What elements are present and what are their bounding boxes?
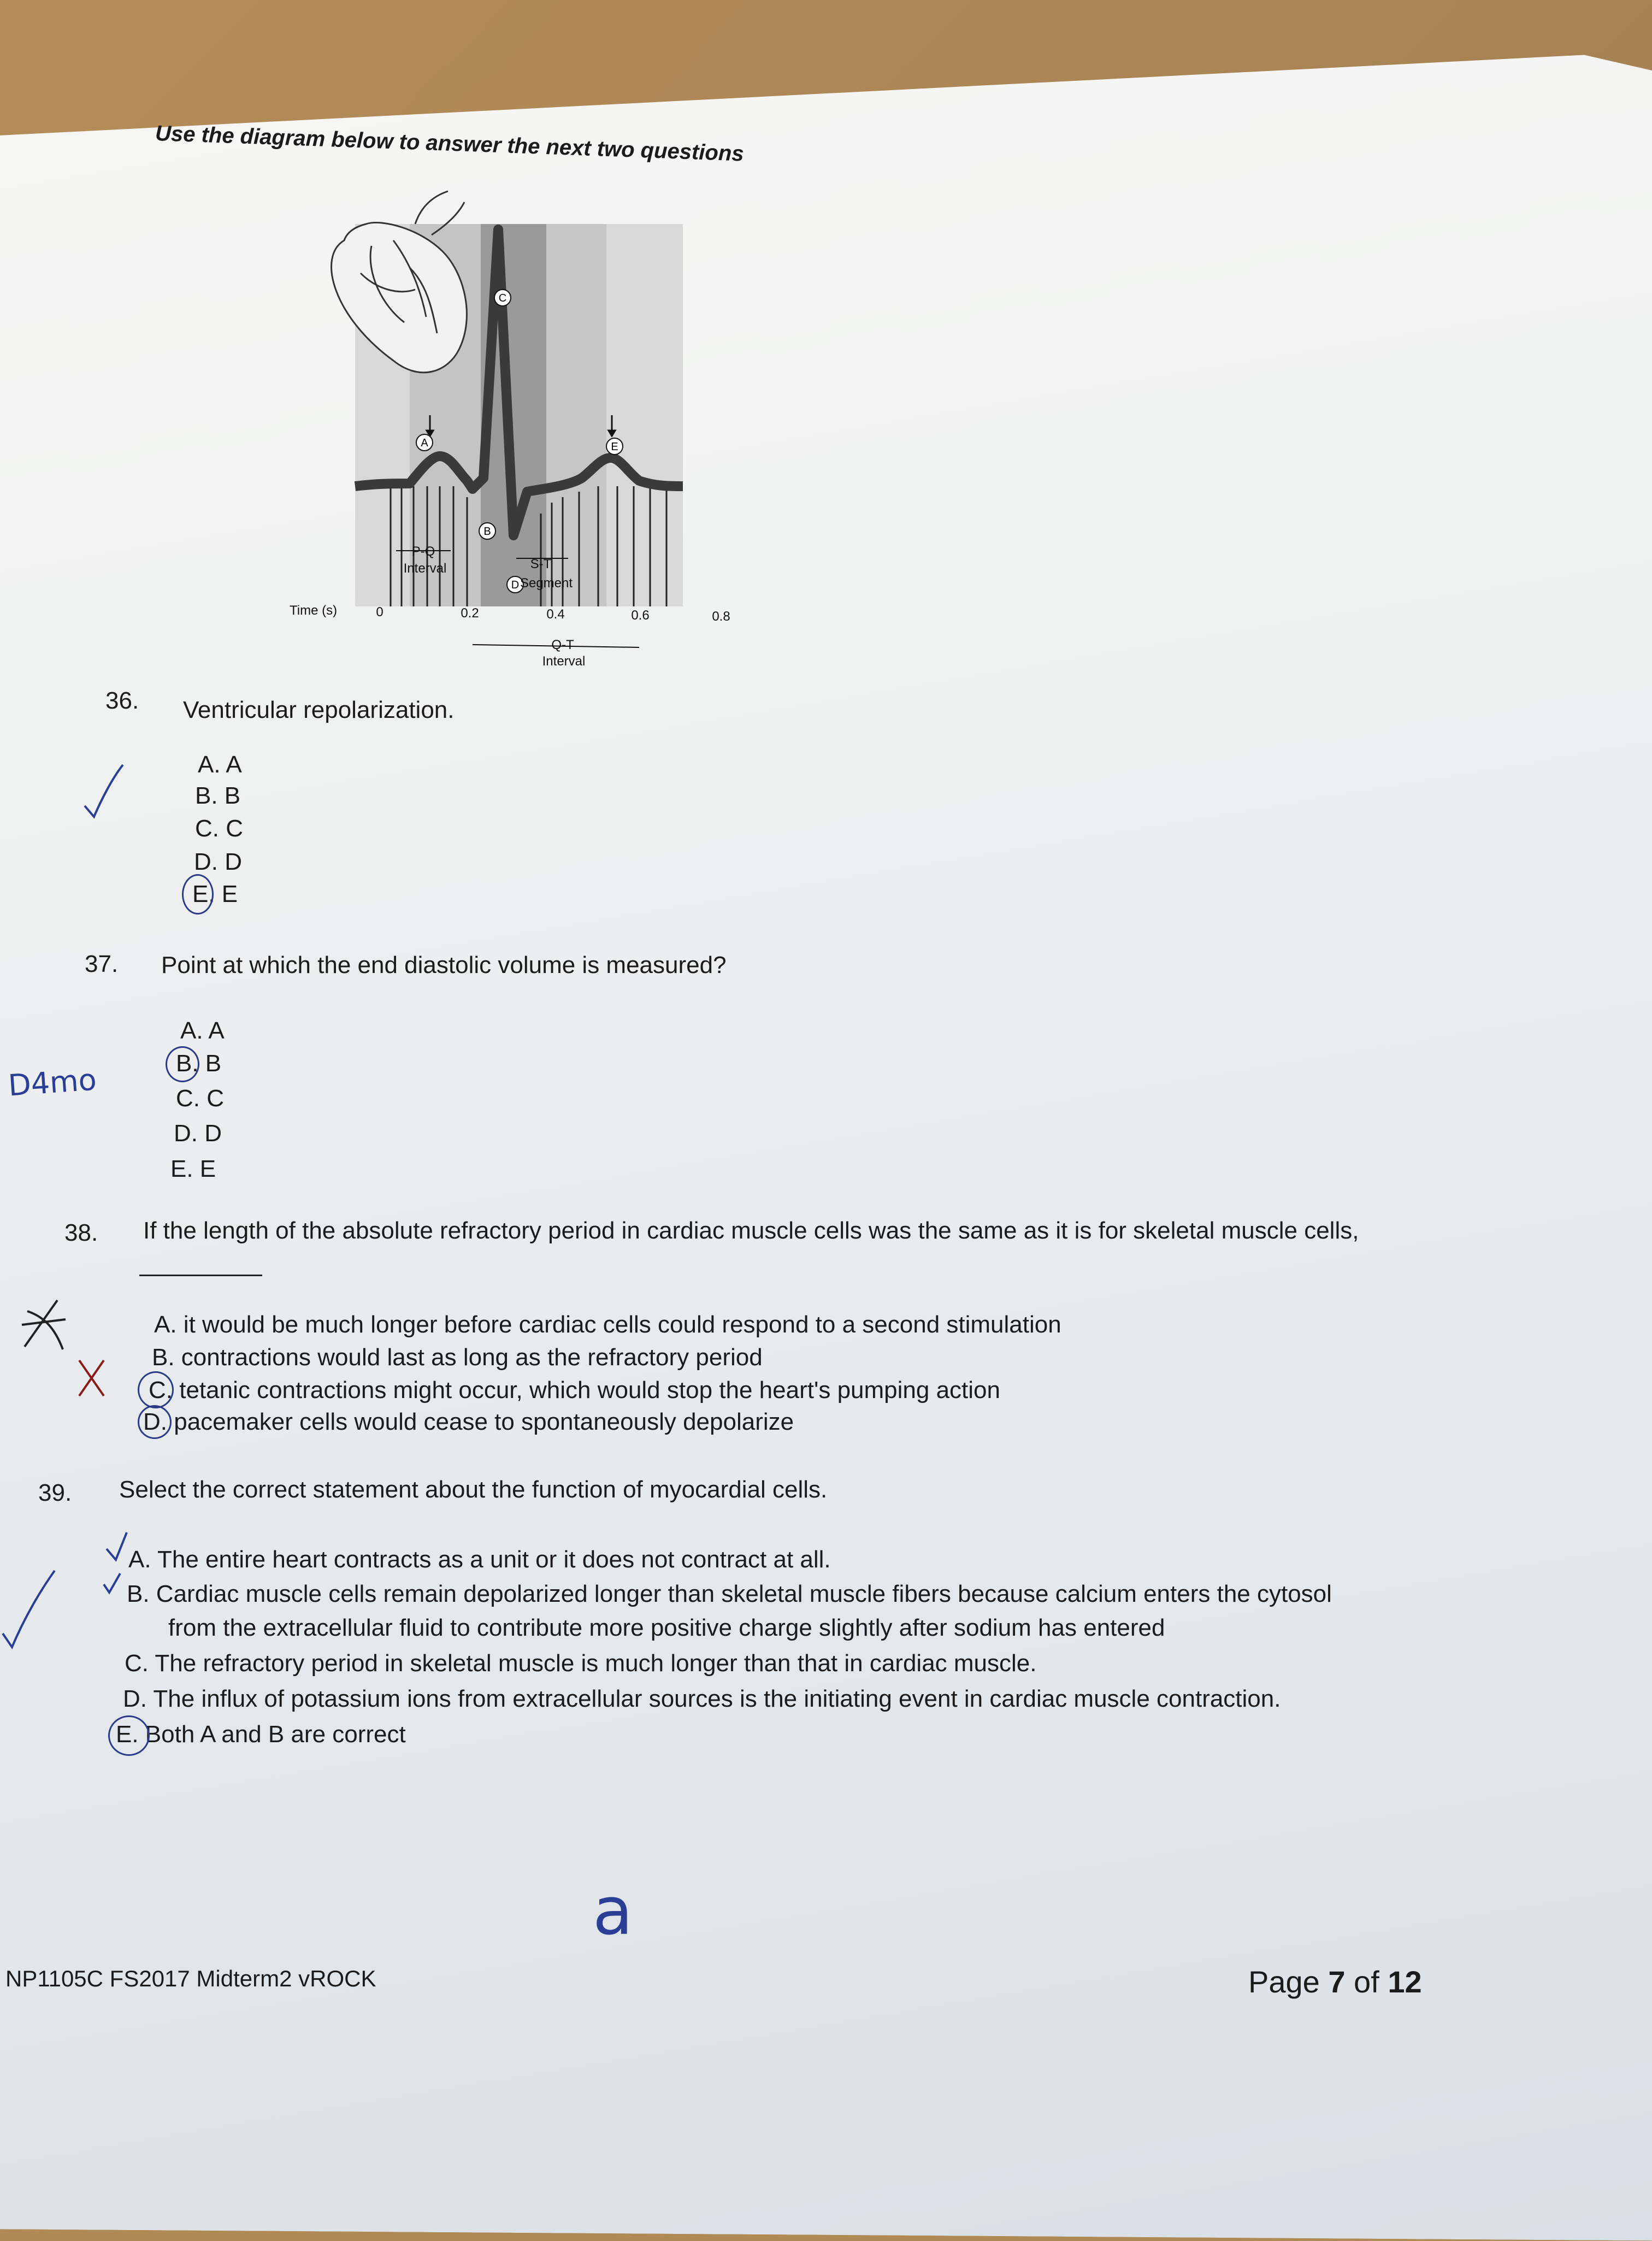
q39-option-d[interactable]: D. The influx of potassium ions from extracellular sources is the initiating event in cardiac muscle contraction. [123, 1685, 1281, 1712]
q39-text: Select the correct statement about the function of myocardial cells. [119, 1476, 828, 1503]
q38-text: If the length of the absolute refractory period in cardiac muscle cells was the same as it is for skeletal muscle cells, [143, 1217, 1359, 1244]
qt-label-1: Q-T [551, 638, 574, 652]
point-b-label: B [483, 526, 491, 538]
st-label-1: S-T [530, 557, 552, 571]
q36-option-a[interactable]: A. A [198, 751, 242, 778]
q38-option-c[interactable]: C. tetanic contractions might occur, which would stop the heart's pumping action [149, 1377, 1000, 1403]
q36-option-d[interactable]: D. D [194, 848, 242, 875]
q36-option-b[interactable]: B. B [195, 782, 241, 809]
page-total: 12 [1388, 1965, 1422, 1999]
pq-label-1: P-Q [411, 544, 435, 559]
heart-illustration [332, 191, 467, 373]
footer-page-number [1248, 1964, 1422, 2000]
qt-label-2: Interval [542, 654, 586, 669]
q36-check-mark [82, 762, 126, 822]
q38-number: 38. [64, 1219, 98, 1246]
q39-option-e[interactable]: E. Both A and B are correct [116, 1721, 406, 1748]
tick-0: 0 [376, 605, 384, 620]
tick-1: 0.2 [461, 606, 479, 621]
q36-text: Ventricular repolarization. [183, 697, 455, 723]
point-a-label: A [421, 437, 428, 449]
q37-answer-circle [166, 1046, 199, 1082]
q37-option-c[interactable]: C. C [176, 1085, 224, 1112]
point-d-label: D [511, 579, 520, 591]
q38-option-d[interactable]: D. pacemaker cells would cease to spontaneously depolarize [143, 1408, 794, 1435]
pq-label-2: Interval [403, 561, 447, 576]
q38-blank [139, 1275, 262, 1276]
q37-option-a[interactable]: A. A [180, 1017, 225, 1044]
q38-circle-d [138, 1405, 172, 1439]
instruction-text: Use the diagram below to answer the next two questions [155, 121, 745, 166]
q38-circle-c [138, 1371, 174, 1408]
tick-4: 0.8 [712, 609, 730, 624]
q38-cross-marks [16, 1289, 137, 1410]
time-label: Time (s) [290, 603, 338, 618]
q39-check-marks [0, 1530, 175, 1661]
q37-option-d[interactable]: D. D [174, 1120, 222, 1147]
tick-2: 0.4 [546, 607, 565, 622]
point-c-label: C [498, 292, 507, 304]
q37-number: 37. [85, 951, 119, 977]
q39-option-b-continued: from the extracellular fluid to contribute more positive charge slightly after sodium has entered [168, 1614, 1165, 1641]
ecg-diagram [284, 175, 776, 677]
q37-option-b[interactable]: B. B [176, 1050, 222, 1077]
point-e-label: E [611, 441, 618, 453]
q37-text: Point at which the end diastolic volume is measured? [161, 952, 727, 978]
q37-option-e[interactable]: E. E [170, 1155, 216, 1182]
q39-option-b[interactable]: B. Cardiac muscle cells remain depolarized longer than skeletal muscle fibers because calcium enters the cytosol [127, 1581, 1332, 1607]
q37-handwritten-note: D4mo [7, 1062, 98, 1103]
page-mid: of [1345, 1965, 1388, 1999]
q39-option-a[interactable]: A. The entire heart contracts as a unit or it does not contract at all. [128, 1546, 831, 1573]
tick-3: 0.6 [631, 608, 650, 623]
exam-page [0, 44, 1652, 2241]
page-current: 7 [1328, 1965, 1346, 1999]
q36-option-e[interactable]: E. E [192, 881, 238, 907]
st-label-2: Segment [520, 576, 573, 591]
q38-option-a[interactable]: A. it would be much longer before cardiac cells could respond to a second stimulation [154, 1311, 1061, 1338]
footer-course-label: NP1105C FS2017 Midterm2 vROCK [5, 1966, 376, 1991]
q38-option-b[interactable]: B. contractions would last as long as the refractory period [152, 1344, 763, 1371]
q36-option-c[interactable]: C. C [195, 815, 243, 842]
q39-number: 39. [38, 1479, 72, 1506]
q36-number: 36. [105, 687, 139, 714]
q39-answer-circle [108, 1715, 150, 1756]
q39-option-c[interactable]: C. The refractory period in skeletal muscle is much longer than that in cardiac muscle. [125, 1650, 1037, 1677]
q36-answer-circle [182, 874, 214, 915]
page-prefix: Page [1248, 1965, 1329, 1999]
handwritten-page-mark: a [593, 1874, 633, 1950]
